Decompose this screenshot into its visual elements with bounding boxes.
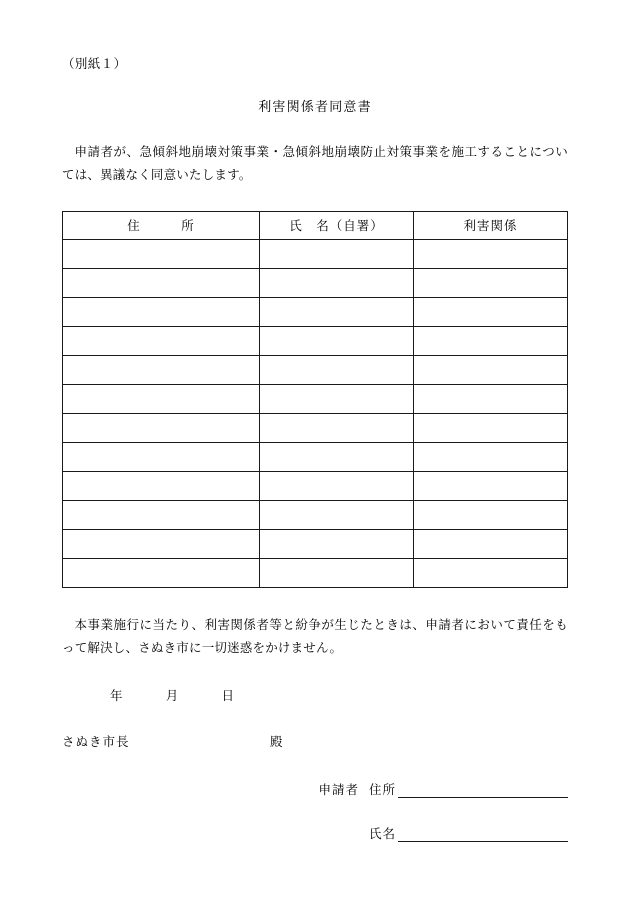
applicant-name-label: 氏名 bbox=[368, 827, 396, 841]
applicant-address-row bbox=[62, 780, 568, 798]
cell-name[interactable] bbox=[259, 297, 413, 326]
date-day-label: 日 bbox=[221, 689, 236, 703]
table-body bbox=[63, 239, 568, 587]
cell-relation[interactable] bbox=[413, 558, 567, 587]
cell-name[interactable] bbox=[259, 268, 413, 297]
cell-address[interactable] bbox=[63, 471, 260, 500]
attachment-tag: （別紙１） bbox=[62, 57, 127, 71]
cell-name[interactable] bbox=[259, 442, 413, 471]
column-header-relation: 利害関係 bbox=[413, 211, 567, 239]
applicant-label: 申請者 bbox=[318, 783, 359, 797]
date-line bbox=[62, 686, 568, 704]
table-row[interactable] bbox=[63, 500, 568, 529]
cell-relation[interactable] bbox=[413, 384, 567, 413]
cell-relation[interactable] bbox=[413, 442, 567, 471]
table-row[interactable] bbox=[63, 268, 568, 297]
cell-name[interactable] bbox=[259, 558, 413, 587]
cell-address[interactable] bbox=[63, 558, 260, 587]
applicant-name-row bbox=[62, 824, 568, 842]
table-row[interactable] bbox=[63, 413, 568, 442]
applicant-address-label: 住所 bbox=[368, 783, 396, 797]
liability-paragraph: 本事業施行に当たり、利害関係者等と紛争が生じたときは、申請者において責任をもって解決し、さぬき市に一切迷惑をかけません。 bbox=[62, 617, 568, 655]
cell-name[interactable] bbox=[259, 384, 413, 413]
table-row[interactable] bbox=[63, 384, 568, 413]
cell-address[interactable] bbox=[63, 355, 260, 384]
cell-address[interactable] bbox=[63, 326, 260, 355]
cell-relation[interactable] bbox=[413, 239, 567, 268]
table-row[interactable] bbox=[63, 239, 568, 268]
consent-table bbox=[62, 211, 568, 588]
applicant-name-field[interactable] bbox=[398, 827, 568, 842]
cell-address[interactable] bbox=[63, 442, 260, 471]
document-body bbox=[62, 56, 568, 842]
cell-address[interactable] bbox=[63, 297, 260, 326]
cell-name[interactable] bbox=[259, 529, 413, 558]
table-row[interactable] bbox=[63, 297, 568, 326]
applicant-address-field[interactable] bbox=[398, 783, 568, 798]
cell-address[interactable] bbox=[63, 500, 260, 529]
table-header-row bbox=[63, 211, 568, 239]
cell-address[interactable] bbox=[63, 239, 260, 268]
cell-relation[interactable] bbox=[413, 297, 567, 326]
table-row[interactable] bbox=[63, 471, 568, 500]
cell-relation[interactable] bbox=[413, 355, 567, 384]
column-header-address: 住 所 bbox=[63, 211, 260, 239]
table-row[interactable] bbox=[63, 442, 568, 471]
column-header-name: 氏 名（自署） bbox=[259, 211, 413, 239]
cell-name[interactable] bbox=[259, 239, 413, 268]
table-row[interactable] bbox=[63, 326, 568, 355]
addressee-line bbox=[62, 732, 568, 750]
intro-paragraph: 申請者が、急傾斜地崩壊対策事業・急傾斜地崩壊防止対策事業を施工することについては、異議なく同意いたします。 bbox=[62, 144, 568, 182]
cell-relation[interactable] bbox=[413, 326, 567, 355]
table-row[interactable] bbox=[63, 558, 568, 587]
cell-address[interactable] bbox=[63, 268, 260, 297]
cell-address[interactable] bbox=[63, 529, 260, 558]
applicant-block bbox=[62, 780, 568, 842]
cell-relation[interactable] bbox=[413, 268, 567, 297]
date-month-label: 月 bbox=[165, 689, 180, 703]
cell-relation[interactable] bbox=[413, 500, 567, 529]
cell-address[interactable] bbox=[63, 413, 260, 442]
cell-name[interactable] bbox=[259, 355, 413, 384]
table-row[interactable] bbox=[63, 529, 568, 558]
cell-name[interactable] bbox=[259, 500, 413, 529]
addressee-name: さぬき市長 bbox=[62, 735, 130, 749]
table-header bbox=[63, 211, 568, 239]
cell-relation[interactable] bbox=[413, 413, 567, 442]
addressee-honorific: 殿 bbox=[270, 735, 284, 749]
cell-relation[interactable] bbox=[413, 529, 567, 558]
cell-name[interactable] bbox=[259, 413, 413, 442]
table-row[interactable] bbox=[63, 355, 568, 384]
cell-name[interactable] bbox=[259, 471, 413, 500]
date-year-label: 年 bbox=[110, 689, 124, 703]
cell-address[interactable] bbox=[63, 384, 260, 413]
document-title: 利害関係者同意書 bbox=[258, 98, 372, 114]
cell-relation[interactable] bbox=[413, 471, 567, 500]
cell-name[interactable] bbox=[259, 326, 413, 355]
